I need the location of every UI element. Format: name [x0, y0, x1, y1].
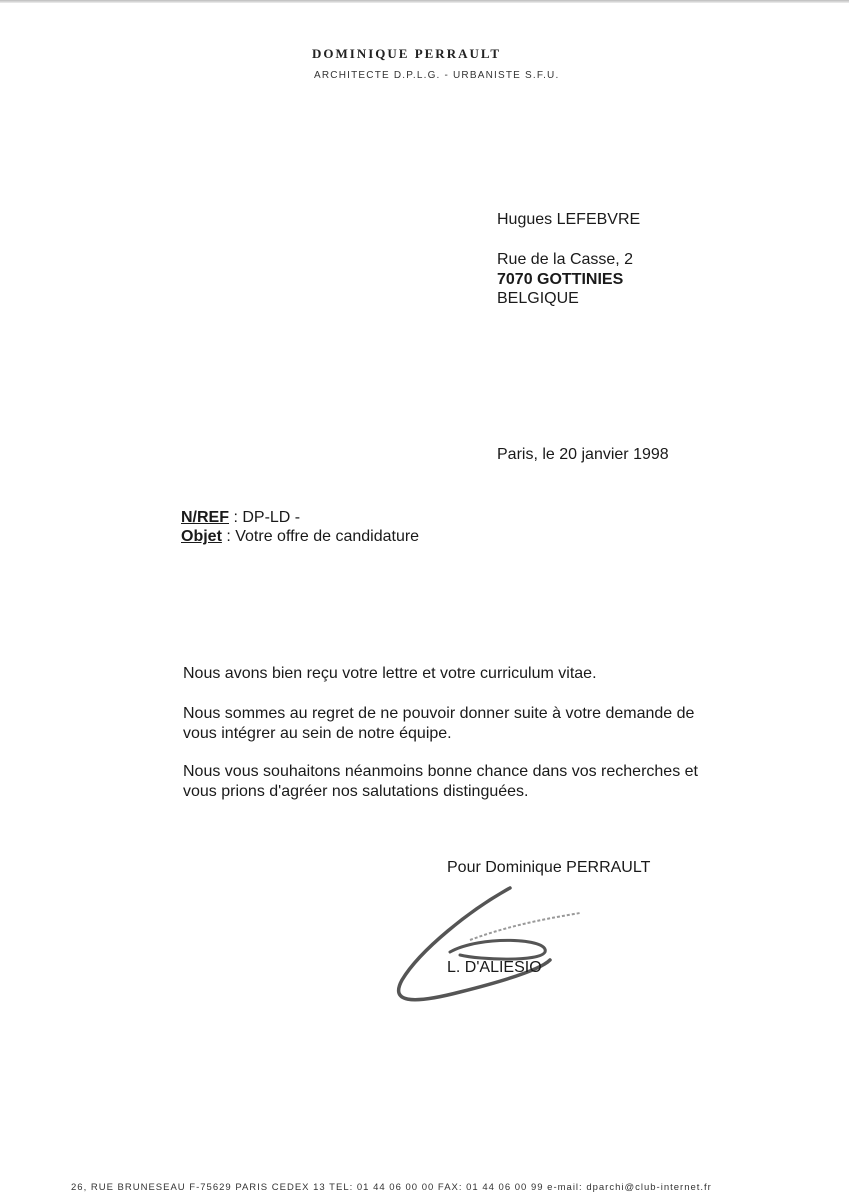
body-paragraph-2-line-2: vous intégrer au sein de notre équipe.	[183, 725, 452, 742]
object-line	[181, 527, 419, 547]
on-behalf-line: Pour Dominique PERRAULT	[447, 859, 651, 876]
ref-value: : DP-LD -	[233, 509, 301, 526]
object-label: Objet	[181, 528, 222, 545]
ref-label: N/REF	[181, 509, 229, 526]
recipient-street: Rue de la Casse, 2	[497, 251, 634, 268]
body-paragraph-2-line-1: Nous sommes au regret de ne pouvoir donner suite à votre demande de	[183, 705, 695, 722]
letterhead-tagline: ARCHITECTE D.P.L.G. - URBANISTE S.F.U.	[314, 70, 560, 81]
date-line: Paris, le 20 janvier 1998	[497, 446, 669, 463]
recipient-city: 7070 GOTTINIES	[497, 271, 624, 288]
signer-name: L. D'ALIESIO	[447, 959, 542, 976]
footer-address: 26, RUE BRUNESEAU F-75629 PARIS CEDEX 13 TEL: 01 44 06 00 00 FAX: 01 44 06 00 99 e-mail: dparchi@club-internet.fr	[71, 1182, 712, 1193]
body-paragraph-3-line-2: vous prions d'agréer nos salutations distinguées.	[183, 783, 529, 800]
body-paragraph-1: Nous avons bien reçu votre lettre et votre curriculum vitae.	[183, 665, 597, 682]
reference-line	[181, 508, 300, 528]
body-paragraph-3-line-1: Nous vous souhaitons néanmoins bonne chance dans vos recherches et	[183, 763, 698, 780]
recipient-name: Hugues LEFEBVRE	[497, 211, 641, 228]
object-value: : Votre offre de candidature	[226, 528, 420, 545]
recipient-country: BELGIQUE	[497, 290, 579, 307]
scan-edge	[0, 0, 849, 3]
letterhead-name: DOMINIQUE PERRAULT	[312, 46, 502, 61]
handwritten-signature	[390, 880, 590, 1010]
